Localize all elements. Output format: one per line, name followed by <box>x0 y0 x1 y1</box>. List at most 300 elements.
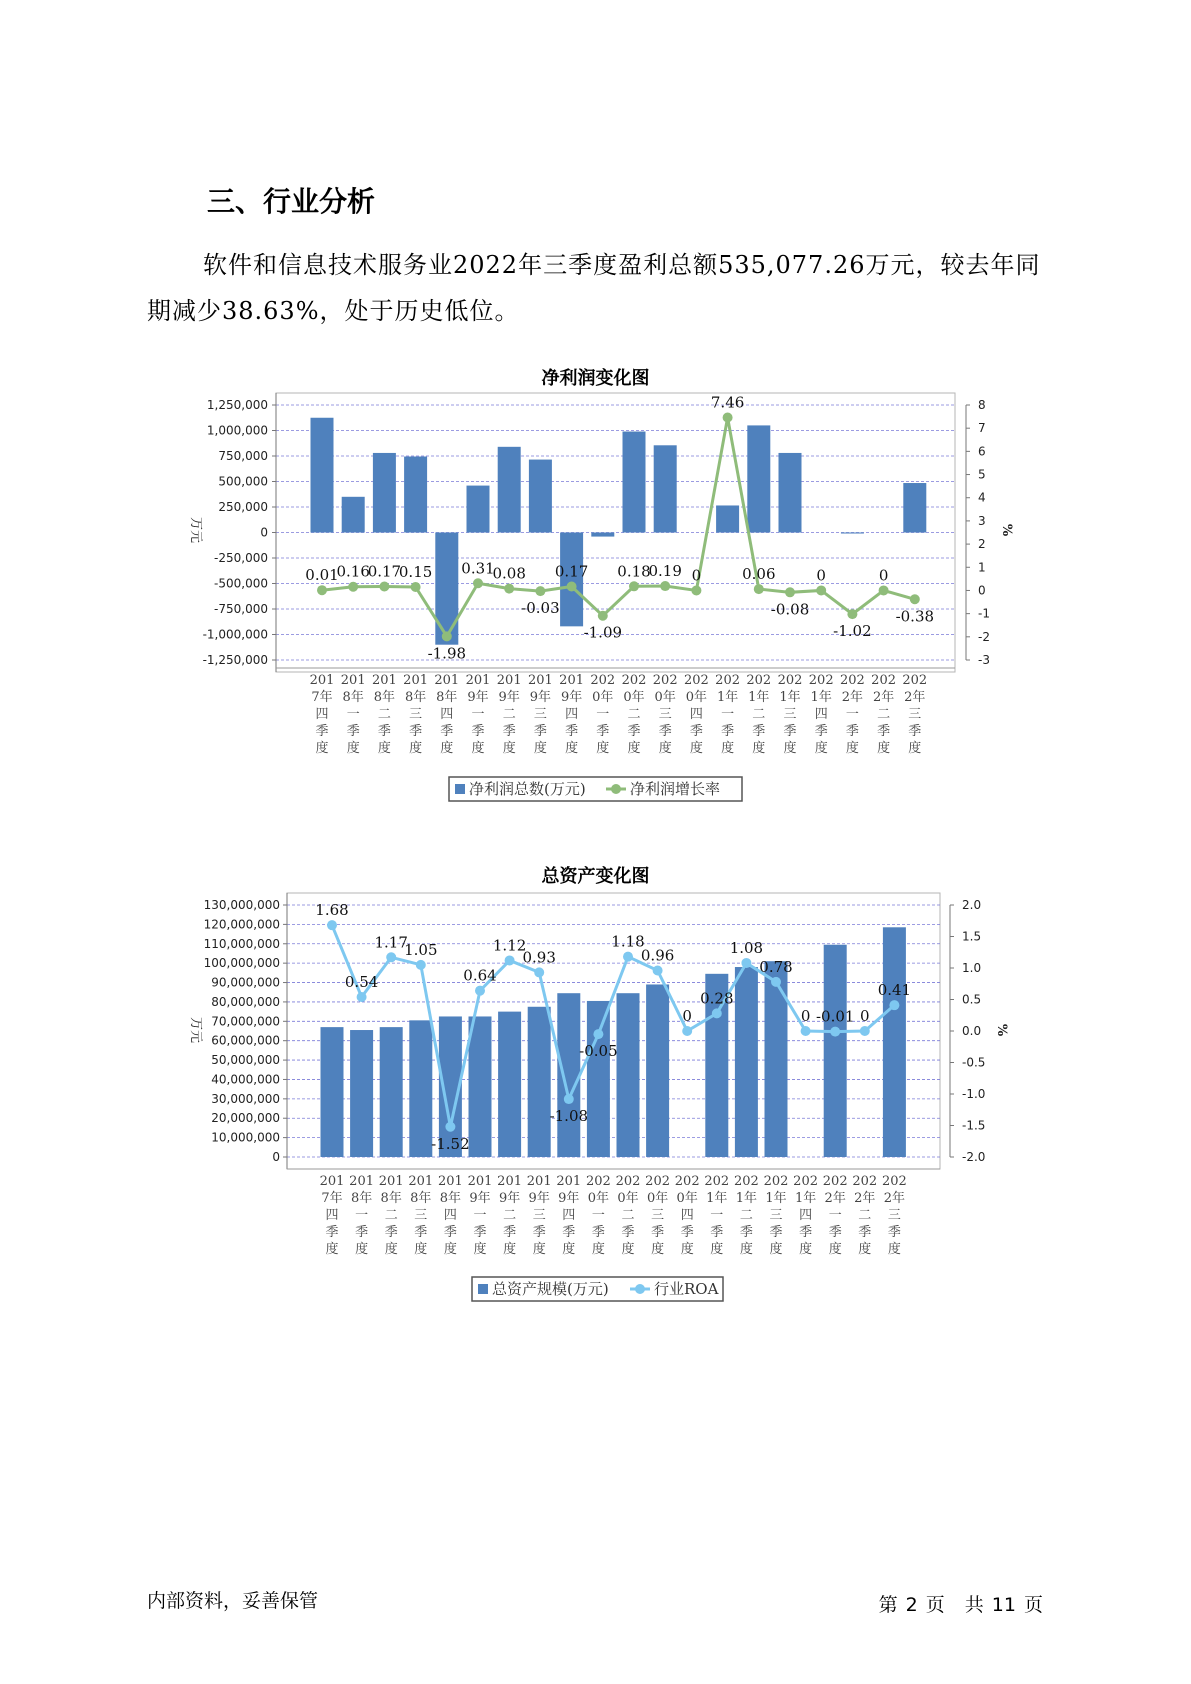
right-tick-label: 8 <box>978 398 986 412</box>
category-tick-label: 201 <box>437 1174 463 1189</box>
category-tick-label: 三 <box>532 1208 546 1223</box>
data-label: 7.46 <box>710 393 745 412</box>
category-tick-label: 度 <box>621 1242 635 1257</box>
category-tick-label: 9年 <box>469 1191 491 1206</box>
category-tick-label: 三 <box>533 707 547 722</box>
category-tick-label: 2年 <box>824 1191 846 1206</box>
data-label: 0 <box>860 1007 870 1025</box>
category-tick-label: 季 <box>565 724 579 739</box>
line-point <box>660 581 670 591</box>
category-tick-label: 一 <box>828 1208 842 1223</box>
category-tick-label: 202 <box>733 1174 759 1189</box>
category-tick-label: 8年 <box>373 690 396 705</box>
data-label: 1.08 <box>729 938 764 957</box>
category-tick-label: 度 <box>710 1242 724 1257</box>
category-tick-label: 季 <box>783 724 797 739</box>
data-label: -1.08 <box>549 1107 589 1126</box>
bar <box>350 1030 373 1157</box>
category-tick-label: 201 <box>371 673 397 688</box>
category-tick-label: 202 <box>704 1174 730 1189</box>
category-tick-label: 季 <box>377 724 391 739</box>
category-tick-label: 季 <box>799 1225 813 1240</box>
category-tick-label: 四 <box>814 707 828 722</box>
bar <box>779 453 802 533</box>
category-tick-label: 度 <box>377 741 391 756</box>
category-tick-label: 度 <box>877 741 891 756</box>
line-point <box>741 958 751 968</box>
category-tick-label: 度 <box>532 1242 546 1257</box>
left-tick-label: 110,000,000 <box>203 936 280 951</box>
category-tick-label: 202 <box>763 1174 789 1189</box>
category-tick-label: 2年 <box>904 690 926 705</box>
category-tick-label: 四 <box>689 707 703 722</box>
category-tick-label: 四 <box>440 707 454 722</box>
category-tick-label: 8年 <box>350 1191 373 1206</box>
page-label-2: 页 <box>925 1594 945 1616</box>
line-point <box>691 585 701 595</box>
category-tick-label: 0年 <box>617 1191 639 1206</box>
data-label: -0.03 <box>521 599 560 618</box>
category-tick-label: 1年 <box>716 690 739 705</box>
category-tick-label: 一 <box>355 1208 369 1223</box>
category-tick-label: 季 <box>409 724 423 739</box>
left-tick-label: 50,000,000 <box>211 1053 280 1068</box>
data-label: 0 <box>800 1007 811 1025</box>
category-tick-label: 二 <box>503 1208 517 1223</box>
data-label: 1.18 <box>611 932 645 951</box>
left-tick-label: -250,000 <box>214 551 268 565</box>
category-tick-label: 三 <box>783 707 797 722</box>
category-tick-label: 201 <box>434 673 460 688</box>
category-tick-label: 0年 <box>592 690 614 705</box>
category-tick-label: 202 <box>652 673 678 688</box>
category-tick-label: 度 <box>533 741 547 756</box>
category-tick-label: 季 <box>502 724 516 739</box>
data-label: 0.54 <box>344 972 379 991</box>
data-label: -0.38 <box>895 607 935 626</box>
data-label: -1.02 <box>833 622 872 641</box>
category-tick-label: 季 <box>414 1225 428 1240</box>
left-axis-title: 万元 <box>188 1016 203 1044</box>
right-tick-label: 0 <box>978 583 986 598</box>
category-tick-label: 9年 <box>528 1191 550 1206</box>
line-point <box>357 992 367 1002</box>
category-tick-label: 0年 <box>676 1191 698 1206</box>
category-tick-label: 季 <box>471 724 485 739</box>
category-tick-label: 201 <box>497 1174 523 1189</box>
category-tick-label: 四 <box>562 1208 576 1223</box>
category-tick-label: 度 <box>651 1242 665 1257</box>
category-tick-label: 二 <box>627 707 641 722</box>
category-tick-label: 9年 <box>498 1191 521 1206</box>
bar <box>380 1027 403 1157</box>
line-point <box>598 611 608 621</box>
category-tick-label: 8年 <box>380 1191 402 1206</box>
category-tick-label: 202 <box>808 673 834 688</box>
right-tick-label: -1.0 <box>962 1087 986 1101</box>
bar <box>617 993 640 1157</box>
data-label: 0 <box>691 566 702 585</box>
line-point <box>327 920 337 930</box>
category-tick-label: 8年 <box>410 1191 432 1206</box>
line-point <box>473 578 483 588</box>
line-point <box>623 952 633 962</box>
bar <box>883 927 906 1157</box>
category-tick-label: 201 <box>403 673 429 688</box>
line-point <box>754 584 764 594</box>
bar <box>311 418 334 533</box>
line-point <box>889 1000 899 1010</box>
line-point <box>567 582 577 592</box>
line-point <box>860 1026 870 1036</box>
category-tick-label: 0年 <box>587 1191 610 1206</box>
line-point <box>411 582 421 592</box>
category-tick-label: 度 <box>721 741 735 756</box>
category-tick-label: 8年 <box>404 690 427 705</box>
left-tick-label: -750,000 <box>214 602 268 616</box>
category-tick-label: 度 <box>502 741 516 756</box>
category-tick-label: 202 <box>777 673 803 688</box>
category-tick-label: 季 <box>887 1225 901 1240</box>
total-label-2: 页 <box>1023 1594 1043 1616</box>
data-label: 1.68 <box>315 901 349 920</box>
left-axis-title: 万元 <box>188 516 203 544</box>
data-label: 0.28 <box>700 989 734 1008</box>
data-label: 1.17 <box>374 933 408 952</box>
line-point <box>723 413 733 423</box>
data-label: 0.17 <box>367 562 402 581</box>
bar <box>841 533 864 534</box>
category-tick-label: 度 <box>596 741 610 756</box>
data-label: -0.08 <box>770 600 810 619</box>
category-tick-label: 202 <box>839 673 865 688</box>
bar <box>321 1027 344 1157</box>
left-tick-label: 120,000,000 <box>203 917 280 932</box>
line-point <box>475 986 485 996</box>
category-tick-label: 季 <box>845 724 859 739</box>
bar <box>409 1020 432 1157</box>
category-tick-label: 三 <box>769 1208 783 1223</box>
category-tick-label: 度 <box>769 1242 783 1257</box>
category-tick-label: 四 <box>565 707 579 722</box>
category-tick-label: 季 <box>680 1225 694 1240</box>
category-tick-label: 1年 <box>810 690 832 705</box>
category-tick-label: 季 <box>621 1225 635 1240</box>
legend-bar-swatch <box>478 1284 488 1294</box>
bar <box>435 533 458 645</box>
data-label: 0.06 <box>742 565 776 584</box>
legend-line-label: 净利润增长率 <box>630 780 721 798</box>
data-label: 0.96 <box>640 946 675 965</box>
category-tick-label: 度 <box>414 1242 428 1257</box>
data-label: 0.18 <box>617 562 651 581</box>
line-point <box>504 584 514 594</box>
category-tick-label: 202 <box>590 673 616 688</box>
category-tick-label: 二 <box>502 707 516 722</box>
category-tick-label: 度 <box>346 741 360 756</box>
category-tick-label: 201 <box>496 673 522 688</box>
category-tick-label: 四 <box>443 1208 457 1223</box>
category-tick-label: 9年 <box>529 690 552 705</box>
left-tick-label: 70,000,000 <box>211 1014 280 1029</box>
category-tick-label: 度 <box>473 1242 487 1257</box>
category-tick-label: 季 <box>739 1225 753 1240</box>
left-tick-label: 1,250,000 <box>206 398 268 412</box>
category-tick-label: 一 <box>845 707 859 722</box>
right-tick-label: -3 <box>978 653 990 667</box>
category-tick-label: 一 <box>471 707 485 722</box>
left-tick-label: 100,000,000 <box>203 956 280 971</box>
page-number: 2 <box>905 1594 918 1616</box>
summary-text: 软件和信息技术服务业2022年三季度盈利总额535,077.26万元，较去年同期减少38.63%，处于历史低位。 <box>147 251 1041 325</box>
category-tick-label: 四 <box>799 1208 813 1223</box>
right-tick-label: 1.0 <box>962 961 982 975</box>
category-tick-label: 201 <box>340 673 366 688</box>
line-point <box>682 1026 692 1036</box>
category-tick-label: 201 <box>408 1174 434 1189</box>
category-tick-label: 2年 <box>883 1191 906 1206</box>
category-tick-label: 201 <box>556 1174 582 1189</box>
category-tick-label: 度 <box>845 741 859 756</box>
category-tick-label: 度 <box>739 1242 753 1257</box>
line-point <box>505 955 515 965</box>
category-tick-label: 一 <box>721 707 735 722</box>
category-tick-label: 2年 <box>841 690 864 705</box>
left-tick-label: 20,000,000 <box>211 1111 280 1126</box>
category-tick-label: 202 <box>793 1174 819 1189</box>
left-tick-label: -500,000 <box>214 576 268 591</box>
right-tick-label: 1.5 <box>962 929 982 944</box>
legend-line-label: 行业ROA <box>654 1280 719 1298</box>
bar <box>587 1001 610 1157</box>
chart-title-net-profit: 净利润变化图 <box>541 368 650 389</box>
category-tick-label: 季 <box>346 724 360 739</box>
left-tick-label: 0 <box>272 1150 280 1164</box>
category-tick-label: 三 <box>409 707 423 722</box>
bar <box>529 460 552 533</box>
category-tick-label: 季 <box>443 1225 457 1240</box>
category-tick-label: 季 <box>721 724 735 739</box>
category-tick-label: 季 <box>315 724 329 739</box>
legend-bar-label: 净利润总数(万元) <box>469 780 586 798</box>
category-tick-label: 季 <box>689 724 703 739</box>
data-label: 0.93 <box>522 948 556 967</box>
data-label: 0.64 <box>463 966 497 985</box>
category-tick-label: 季 <box>908 724 922 739</box>
line-point <box>801 1026 811 1036</box>
category-tick-label: 度 <box>443 1242 457 1257</box>
line-point <box>653 966 663 976</box>
data-label: 0 <box>682 1007 692 1025</box>
left-tick-label: 60,000,000 <box>211 1033 280 1048</box>
line-point <box>785 587 795 597</box>
category-tick-label: 201 <box>559 673 585 688</box>
category-tick-label: 201 <box>465 673 491 688</box>
category-tick-label: 度 <box>315 741 329 756</box>
data-label: 0.19 <box>648 562 682 581</box>
legend-bar-swatch <box>455 784 465 794</box>
category-tick-label: 三 <box>651 1208 665 1223</box>
line-point <box>442 631 452 641</box>
right-axis-title: % <box>994 1023 1009 1037</box>
category-tick-label: 202 <box>881 1174 907 1189</box>
left-tick-label: -1,000,000 <box>202 627 268 642</box>
right-tick-label: 0.5 <box>962 992 982 1007</box>
category-tick-label: 1年 <box>735 1191 758 1206</box>
legend-line-marker <box>611 784 621 794</box>
category-tick-label: 2年 <box>872 690 895 705</box>
bar <box>716 505 739 532</box>
data-label: 0.31 <box>461 559 495 578</box>
category-tick-label: 度 <box>627 741 641 756</box>
category-tick-label: 度 <box>814 741 828 756</box>
data-label: 1.05 <box>404 940 438 959</box>
category-tick-label: 四 <box>325 1208 339 1223</box>
category-tick-label: 季 <box>877 724 891 739</box>
total-label-1: 共 <box>964 1594 984 1616</box>
category-tick-label: 8年 <box>439 1191 462 1206</box>
bar <box>342 497 365 533</box>
category-tick-label: 1年 <box>794 1191 817 1206</box>
category-tick-label: 季 <box>503 1225 517 1240</box>
data-label: -0.05 <box>579 1042 618 1061</box>
bar <box>623 432 646 533</box>
line-point <box>712 1008 722 1018</box>
legend-bar-label: 总资产规模(万元) <box>492 1280 609 1298</box>
category-tick-label: 201 <box>309 673 335 688</box>
left-tick-label: 40,000,000 <box>211 1072 280 1087</box>
category-tick-label: 9年 <box>558 1191 580 1206</box>
category-tick-label: 一 <box>346 707 360 722</box>
category-tick-label: 季 <box>473 1225 487 1240</box>
category-tick-label: 季 <box>562 1225 576 1240</box>
line-point <box>771 977 781 987</box>
right-tick-label: 2.0 <box>962 898 982 912</box>
category-tick-label: 度 <box>355 1242 369 1257</box>
category-tick-label: 1年 <box>748 690 770 705</box>
category-tick-label: 二 <box>739 1208 753 1223</box>
right-tick-label: 5 <box>978 467 986 482</box>
category-tick-label: 度 <box>658 741 672 756</box>
line-point <box>564 1094 574 1104</box>
line-point <box>317 585 327 595</box>
category-tick-label: 度 <box>325 1242 339 1257</box>
category-tick-label: 202 <box>674 1174 700 1189</box>
category-tick-label: 201 <box>467 1174 493 1189</box>
category-tick-label: 度 <box>565 741 579 756</box>
data-label: 0.15 <box>398 562 433 581</box>
category-tick-label: 2年 <box>854 1191 876 1206</box>
footer-page-info <box>879 1590 1051 1617</box>
category-tick-label: 9年 <box>498 690 520 705</box>
line-point <box>535 586 545 596</box>
category-tick-label: 度 <box>858 1242 872 1257</box>
left-tick-label: -1,250,000 <box>202 653 268 667</box>
bar <box>373 453 396 533</box>
category-tick-label: 度 <box>752 741 766 756</box>
line-point <box>348 582 358 592</box>
data-label: 0 <box>878 566 889 585</box>
category-tick-label: 度 <box>783 741 797 756</box>
left-tick-label: 130,000,000 <box>203 898 280 912</box>
category-tick-label: 度 <box>409 741 423 756</box>
data-label: -1.52 <box>431 1134 470 1153</box>
category-tick-label: 度 <box>562 1242 576 1257</box>
left-tick-label: 750,000 <box>218 449 268 463</box>
bar <box>467 486 490 533</box>
category-tick-label: 201 <box>378 1174 404 1189</box>
category-tick-label: 季 <box>440 724 454 739</box>
category-tick-label: 季 <box>355 1225 369 1240</box>
left-tick-label: 90,000,000 <box>211 975 280 990</box>
category-tick-label: 202 <box>715 673 741 688</box>
bar <box>591 533 614 537</box>
bar <box>557 993 580 1157</box>
category-tick-label: 一 <box>596 707 610 722</box>
category-tick-label: 度 <box>591 1242 605 1257</box>
line-point <box>534 967 544 977</box>
category-tick-label: 202 <box>615 1174 641 1189</box>
category-tick-label: 0年 <box>685 690 708 705</box>
category-tick-label: 季 <box>325 1225 339 1240</box>
category-tick-label: 季 <box>627 724 641 739</box>
category-tick-label: 201 <box>527 673 553 688</box>
line-point <box>910 594 920 604</box>
line-point <box>386 952 396 962</box>
category-tick-label: 202 <box>683 673 709 688</box>
right-tick-label: -1.5 <box>962 1118 986 1133</box>
category-tick-label: 度 <box>799 1242 813 1257</box>
category-tick-label: 度 <box>887 1242 901 1257</box>
data-label: 0.17 <box>554 562 589 581</box>
data-label: 0.08 <box>492 564 526 583</box>
data-label: 0.01 <box>305 566 339 585</box>
category-tick-label: 202 <box>585 1174 611 1189</box>
left-tick-label: 10,000,000 <box>211 1130 280 1145</box>
category-tick-label: 季 <box>596 724 610 739</box>
line-point <box>847 609 857 619</box>
category-tick-label: 二 <box>377 707 391 722</box>
data-label: -1.98 <box>427 644 467 663</box>
category-tick-label: 1年 <box>765 1191 787 1206</box>
line-point <box>816 585 826 595</box>
bar <box>747 425 770 532</box>
left-tick-label: 80,000,000 <box>211 994 280 1009</box>
category-tick-label: 三 <box>414 1208 428 1223</box>
total-pages: 11 <box>991 1594 1016 1616</box>
category-tick-label: 度 <box>680 1242 694 1257</box>
category-tick-label: 度 <box>503 1242 517 1257</box>
bar <box>735 967 758 1157</box>
category-tick-label: 202 <box>746 673 772 688</box>
category-tick-label: 201 <box>526 1174 552 1189</box>
bar <box>654 445 677 532</box>
category-tick-label: 二 <box>384 1208 398 1223</box>
category-tick-label: 四 <box>680 1208 694 1223</box>
bar <box>404 457 427 533</box>
category-tick-label: 二 <box>877 707 891 722</box>
category-tick-label: 度 <box>689 741 703 756</box>
right-tick-label: -2 <box>978 629 990 644</box>
category-tick-label: 202 <box>621 673 647 688</box>
page-label-1: 第 <box>878 1594 898 1616</box>
line-point <box>593 1029 603 1039</box>
bar <box>498 1012 521 1157</box>
data-label: 0.78 <box>759 957 793 976</box>
right-tick-label: 4 <box>978 490 986 505</box>
category-tick-label: 三 <box>908 707 922 722</box>
category-tick-label: 202 <box>852 1174 878 1189</box>
